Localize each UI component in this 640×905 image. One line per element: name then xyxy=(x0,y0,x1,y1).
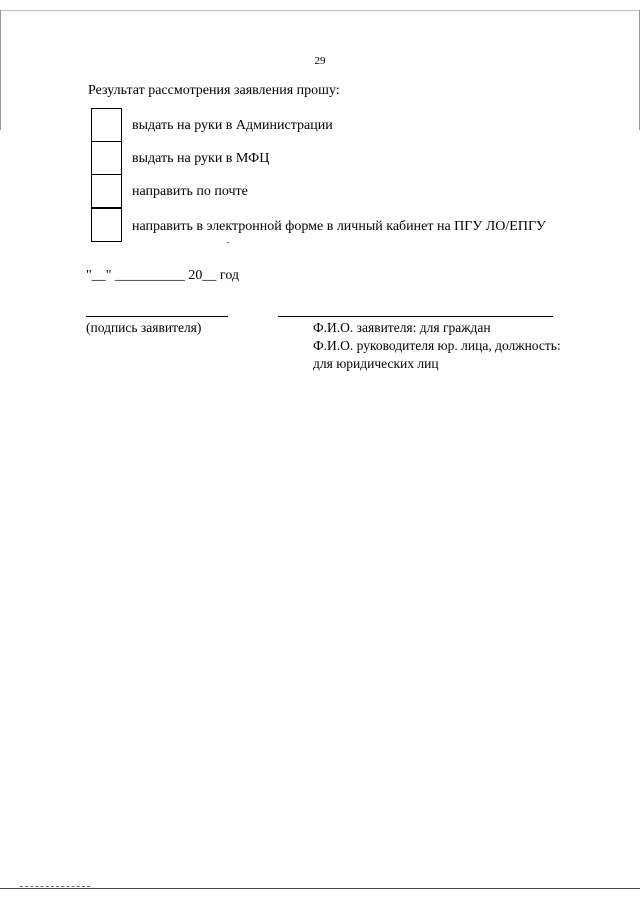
signature-line[interactable] xyxy=(86,316,228,317)
scan-edge-bottom-dash xyxy=(20,886,90,888)
option-label-mfc: выдать на руки в МФЦ xyxy=(132,151,270,166)
option-checkbox-administration[interactable] xyxy=(91,108,122,142)
fio-label-citizens: Ф.И.О. заявителя: для граждан xyxy=(313,320,491,335)
scan-edge-left xyxy=(0,10,1,130)
option-checkbox-mfc[interactable] xyxy=(91,141,122,175)
fio-line[interactable] xyxy=(278,316,553,317)
date-line[interactable]: "__" __________ 20__ год xyxy=(86,268,240,283)
result-intro: Результат рассмотрения заявления прошу: xyxy=(88,83,340,98)
scan-artifact xyxy=(227,242,229,243)
option-checkbox-mail[interactable] xyxy=(91,174,122,208)
scan-edge-bottom xyxy=(0,888,640,889)
option-label-administration: выдать на руки в Администрации xyxy=(132,118,333,133)
option-checkbox-electronic[interactable] xyxy=(91,208,122,242)
fio-label-legal-head: Ф.И.О. руководителя юр. лица, должность: xyxy=(313,338,561,353)
page-number: 29 xyxy=(314,55,326,67)
fio-label-legal-entities: для юридических лиц xyxy=(313,356,439,371)
scan-edge-top xyxy=(0,10,640,11)
option-label-mail: направить по почте xyxy=(132,184,248,199)
option-label-electronic: направить в электронной форме в личный кабинет на ПГУ ЛО/ЕПГУ xyxy=(132,219,546,234)
signature-label: (подпись заявителя) xyxy=(86,320,202,335)
